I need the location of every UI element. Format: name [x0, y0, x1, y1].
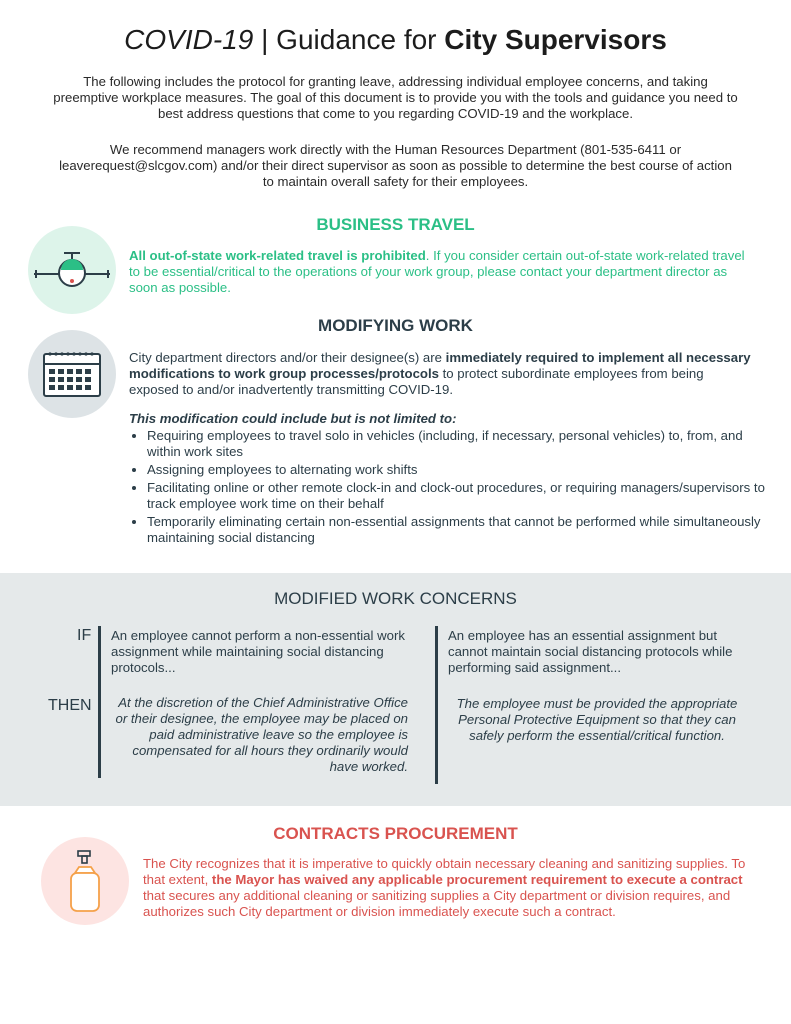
if-label: IF [77, 627, 92, 644]
business-travel-rest: . If you consider certain out-of-state work-related travel to be essential/critical to the operations of your work group, please contact your department director as soon as possible. [129, 248, 745, 295]
business-travel-icon-badge [28, 226, 116, 314]
page-title [0, 24, 791, 56]
modifying-work-text-bold: immediately required to implement all necessary modifications to work group processes/protocols [129, 350, 751, 381]
right-then-text: The employee must be provided the appropriate Personal Protective Equipment so that they can safely perform the essential/critical function. [456, 696, 738, 743]
contracts-heading: CONTRACTS PROCUREMENT [273, 824, 518, 843]
modifications-list [131, 428, 772, 548]
left-column-divider [98, 626, 101, 778]
left-then-text: At the discretion of the Chief Administrative Office or their designee, the employee may be placed on paid administrative leave so the employee is compensated for all hours they ordinarily would have worked. [115, 695, 408, 774]
spray-bottle-icon [41, 837, 129, 925]
contracts-text [143, 856, 748, 920]
modifying-work-text-start: City department directors and/or their designee(s) are [129, 350, 446, 365]
title-guidance: Guidance for [276, 24, 445, 55]
contracts-text-end: that secures any additional cleaning or sanitizing supplies a City department or division requires, and authorizes such City department or division immediately execute such a contract. [143, 888, 731, 919]
list-item: • Assigning employees to alternating work shifts [147, 462, 772, 478]
left-if-text: An employee cannot perform a non-essential work assignment while maintaining social distancing protocols... [111, 628, 405, 675]
then-label: THEN [48, 697, 92, 714]
list-item: • Facilitating online or other remote clock-in and clock-out procedures, or requiring managers/supervisors to track employee work time on their behalf [147, 480, 772, 512]
list-item: • Requiring employees to travel solo in vehicles (including, if necessary, personal vehicles) to, from, and within work sites [147, 428, 772, 460]
modifying-work-icon-badge [28, 330, 116, 418]
right-column-divider [435, 626, 438, 784]
title-audience: City Supervisors [444, 24, 667, 55]
calendar-icon [28, 330, 116, 418]
title-covid: COVID-19 [124, 24, 254, 55]
modifying-work-text-end: to protect subordinate employees from being exposed to and/or inadvertently transmitting COVID-19. [129, 366, 704, 397]
business-travel-bold: All out-of-state work-related travel is prohibited [129, 248, 426, 263]
intro-paragraph-2: We recommend managers work directly with the Human Resources Department (801-535-6411 or leaverequest@slcgov.com) and/or their direct supervisor as soon as possible to determine the best course of action to maintain overall safety for their employees. [59, 142, 732, 189]
title-separator: | [253, 24, 277, 55]
business-travel-text [129, 248, 754, 296]
airplane-icon [28, 226, 116, 314]
modifying-work-text [129, 350, 754, 398]
contracts-icon-badge [41, 837, 129, 925]
concerns-heading: MODIFIED WORK CONCERNS [274, 589, 517, 608]
business-travel-heading: BUSINESS TRAVEL [316, 215, 475, 234]
intro-paragraph-1: The following includes the protocol for granting leave, addressing individual employee concerns, and taking preemptive workplace measures. The goal of this document is to provide you with the tools and guidance you need to best address questions that come to you regarding COVID-19 and the workplace. [53, 74, 738, 121]
contracts-text-start: The City recognizes that it is imperative to quickly obtain necessary cleaning and sanitizing supplies. To that extent, [143, 856, 746, 887]
modifying-work-list-intro: This modification could include but is not limited to: [129, 411, 457, 426]
list-item: • Temporarily eliminating certain non-essential assignments that cannot be performed while simultaneously maintaining social distancing [147, 514, 772, 546]
contracts-text-bold: the Mayor has waived any applicable procurement requirement to execute a contract [211, 872, 743, 887]
modifying-work-heading: MODIFYING WORK [318, 316, 473, 335]
right-if-text: An employee has an essential assignment but cannot maintain social distancing protocols while performing said assignment... [448, 628, 733, 675]
